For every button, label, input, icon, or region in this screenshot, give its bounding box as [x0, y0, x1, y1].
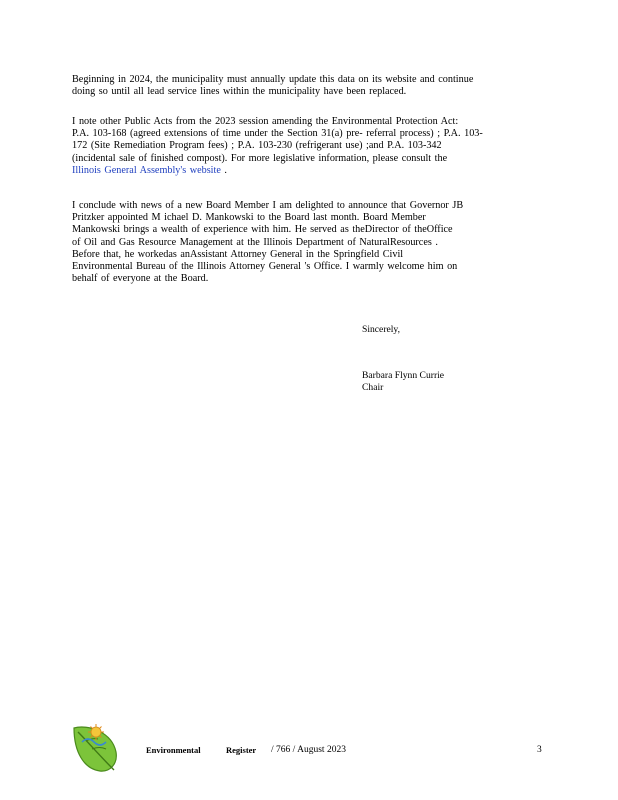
text-line: Beginning in 2024, the municipality must annually update this data on its website and continue — [72, 74, 474, 85]
text-line — [72, 165, 536, 177]
signature-name: Barbara Flynn Currie — [362, 370, 445, 381]
general-assembly-website-link[interactable]: Illinois General Assembly's website — [72, 164, 221, 176]
text-line: behalf of everyone at the Board. — [72, 273, 209, 285]
footer-publication: Environmental — [146, 745, 201, 755]
paragraph-lead-service-lines — [72, 74, 536, 98]
link-suffix: . — [220, 164, 227, 176]
text-line: of Oil and Gas Resource Management at the Illinois Department of NaturalResources . — [72, 236, 438, 248]
text-line: Environmental Bureau of the Illinois Attorney General 's Office. I warmly welcome him on — [72, 261, 458, 273]
text-line: P.A. 103-168 (agreed extensions of time under the Section 31(a) pre- referral process) ; P.A. 103- — [72, 128, 483, 140]
text-line: I conclude with news of a new Board Member I am delighted to announce that Governor JB — [72, 200, 464, 211]
paragraph-new-board-member — [72, 200, 536, 285]
text-line: I note other Public Acts from the 2023 session amending the Environmental Protection Act: — [72, 116, 459, 127]
text-line: Mankowski brings a wealth of experience with him. He served as theDirector of theOffice — [72, 224, 453, 236]
signature-closing: Sincerely, — [362, 324, 401, 335]
text-line: Pritzker appointed M ichael D. Mankowski to the Board last month. Board Member — [72, 212, 426, 224]
text-line: Before that, he workedas anAssistant Attorney General in the Springfield Civil — [72, 248, 404, 260]
footer-register: Register — [226, 745, 257, 755]
text-line: (incidental sale of finished compost). For more legislative information, please consult the — [72, 152, 448, 164]
leaf-logo-icon — [70, 722, 122, 774]
footer-issue: / 766 / August 2023 — [271, 745, 346, 755]
signature-title: Chair — [362, 382, 384, 393]
text-line: 172 (Site Remediation Program fees) ; P.A. 103-230 (refrigerant use) ;and P.A. 103-342 — [72, 140, 442, 152]
page-number: 3 — [537, 745, 542, 755]
paragraph-public-acts — [72, 116, 536, 177]
text-line: doing so until all lead service lines within the municipality have been replaced. — [72, 86, 407, 98]
